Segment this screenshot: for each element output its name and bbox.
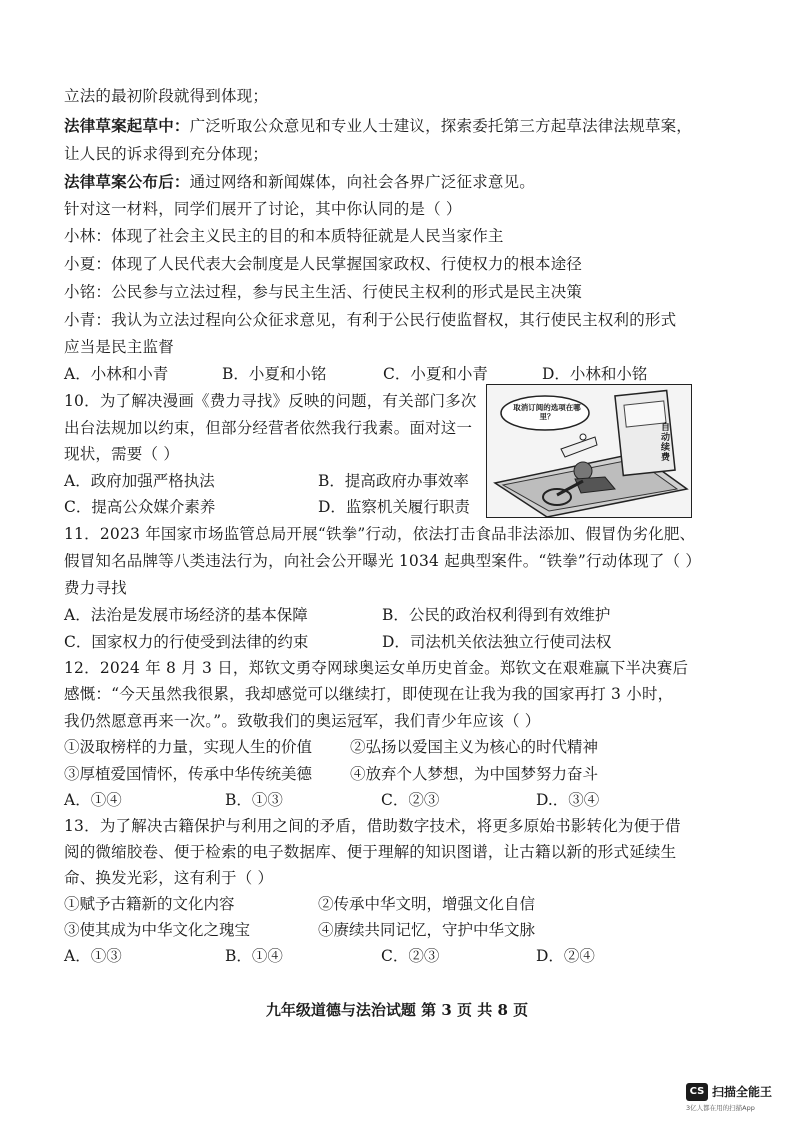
scanner-tagline: 3亿人都在用的扫描App xyxy=(686,1104,755,1112)
text-line: 12．2024 年 8 月 3 日，郑钦文勇夺网球奥运女单历史首金。郑钦文在艰难赢下半决赛后 xyxy=(64,659,689,677)
option-d: D．监察机关履行职责 xyxy=(318,498,470,516)
statement-item: ③使其成为中华文化之瑰宝 xyxy=(64,921,251,939)
option-a: A．①③ xyxy=(64,947,122,965)
scanner-watermark xyxy=(686,1083,786,1115)
statement-item: ②传承中华文明，增强文化自信 xyxy=(318,895,536,913)
option-c: C．国家权力的行使受到法律的约束 xyxy=(64,633,309,651)
text-line: 费力寻找 xyxy=(64,579,127,597)
text-line: 11．2023 年国家市场监管总局开展“铁拳”行动，依法打击食品非法添加、假冒伪劣化肥、 xyxy=(64,525,696,543)
option-c: C．②③ xyxy=(381,947,440,965)
text-line: 小青：我认为立法过程向公众征求意见，有利于公民行使监督权，其行使民主权利的形式 xyxy=(64,311,677,329)
text-line: 针对这一材料，同学们展开了讨论，其中你认同的是（ ） xyxy=(64,200,462,218)
option-a: A．法治是发展市场经济的基本保障 xyxy=(64,606,308,624)
text-line: 10．为了解决漫画《费力寻找》反映的问题，有关部门多次 xyxy=(64,392,477,410)
text-line: 命、换发光彩，这有利于（ ） xyxy=(64,869,274,887)
bold-lead: 法律草案公布后： xyxy=(64,172,190,191)
scanner-logo-icon: CS xyxy=(686,1083,708,1101)
cartoon-image xyxy=(486,384,692,518)
text-line: 出台法规加以约束，但部分经营者依然我行我素。面对这一 xyxy=(64,419,473,437)
text-line: 假冒知名品牌等八类违法行为，向社会公开曝光 1034 起典型案件。“铁拳”行动体现了（ ） xyxy=(64,552,702,570)
option-b: B．①③ xyxy=(225,791,283,809)
text-line: 我仍然愿意再来一次。”。致敬我们的奥运冠军，我们青少年应该（ ） xyxy=(64,712,541,730)
text-line: 立法的最初阶段就得到体现； xyxy=(64,87,269,105)
option-d: D．②④ xyxy=(536,947,595,965)
option-b: B．提高政府办事效率 xyxy=(318,472,469,490)
option-d: D.．③④ xyxy=(536,791,600,809)
text-line: 13．为了解决古籍保护与利用之间的矛盾，借助数字技术，将更多原始书影转化为便于借 xyxy=(64,817,681,835)
statement-item: ①赋予古籍新的文化内容 xyxy=(64,895,235,913)
text-line: 阅的微缩胶卷、便于检索的电子数据库、便于理解的知识图谱，让古籍以新的形式延续生 xyxy=(64,843,677,861)
option-c: C．②③ xyxy=(381,791,440,809)
statement-item: ④放弃个人梦想，为中国梦努力奋斗 xyxy=(350,765,599,783)
bold-lead: 法律草案起草中： xyxy=(64,116,190,135)
option-c: C．提高公众媒介素养 xyxy=(64,498,216,516)
statement-item: ④赓续共同记忆，守护中华文脉 xyxy=(318,921,536,939)
text-line: 让人民的诉求得到充分体现； xyxy=(64,145,269,163)
option-d: D．司法机关依法独立行使司法权 xyxy=(382,633,612,651)
text-line xyxy=(64,172,535,192)
scanner-name: 扫描全能王 xyxy=(712,1085,773,1099)
option-b: B．公民的政治权利得到有效维护 xyxy=(382,606,611,624)
line-rest: 广泛听取公众意见和专业人士建议，探索委托第三方起草法律法规草案， xyxy=(189,117,693,135)
text-line: 小铭：公民参与立法过程，参与民主生活、行使民主权利的形式是民主决策 xyxy=(64,283,583,301)
text-line: 小林：体现了社会主义民主的目的和本质特征就是人民当家作主 xyxy=(64,227,504,245)
option-a: A．①④ xyxy=(64,791,122,809)
cartoon-sign-text: 自动续费 xyxy=(661,423,671,463)
text-line xyxy=(64,116,692,136)
option-c: C．小夏和小青 xyxy=(383,365,488,383)
cartoon-bubble-text: 取消订阅的选项在哪里？ xyxy=(513,403,581,421)
statement-item: ②弘扬以爱国主义为核心的时代精神 xyxy=(350,738,599,756)
statement-item: ①汲取榜样的力量，实现人生的价值 xyxy=(64,738,313,756)
statement-item: ③厚植爱国情怀，传承中华传统美德 xyxy=(64,765,313,783)
option-d: D．小林和小铭 xyxy=(542,365,648,383)
text-line: 应当是民主监督 xyxy=(64,338,174,356)
option-a: A．政府加强严格执法 xyxy=(64,472,215,490)
text-line: 感慨：“今天虽然我很累，我却感觉可以继续打，即使现在让我为我的国家再打 3 小时， xyxy=(64,685,674,703)
option-b: B．①④ xyxy=(225,947,283,965)
text-line: 小夏：体现了人民代表大会制度是人民掌握国家政权、行使权力的根本途径 xyxy=(64,255,583,273)
option-a: A．小林和小青 xyxy=(64,365,169,383)
line-rest: 通过网络和新闻媒体，向社会各界广泛征求意见。 xyxy=(189,173,536,191)
page-footer: 九年级道德与法治试题 第 3 页 共 8 页 xyxy=(265,1001,529,1019)
text-line: 现状，需要（ ） xyxy=(64,445,180,463)
option-b: B．小夏和小铭 xyxy=(222,365,327,383)
